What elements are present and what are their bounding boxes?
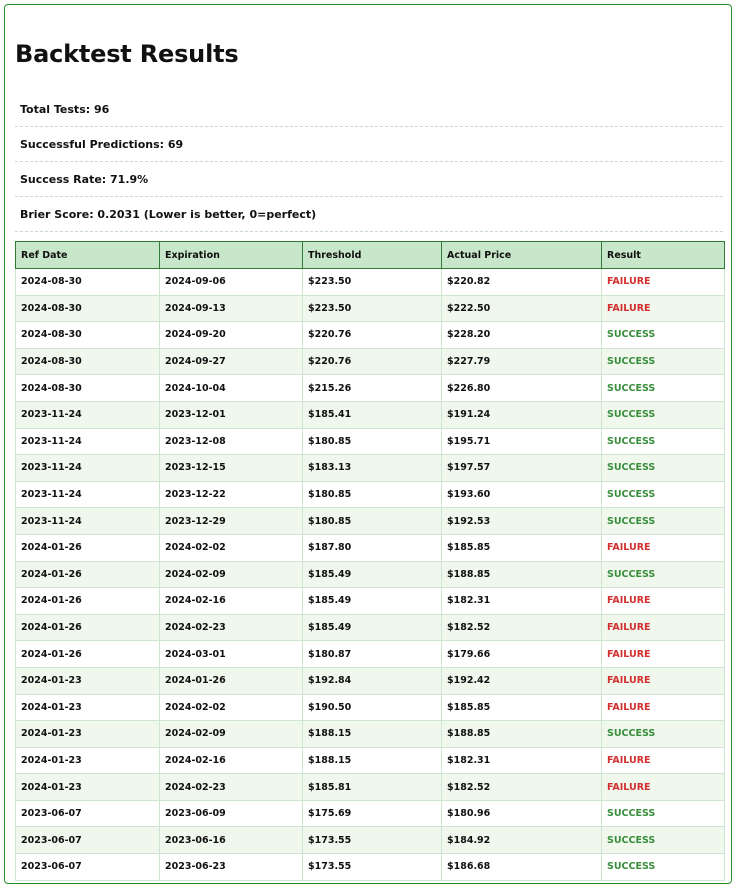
result-cell: FAILURE <box>602 774 725 801</box>
ref-date-cell: 2024-08-30 <box>16 295 160 322</box>
expiration-cell: 2024-09-13 <box>160 295 303 322</box>
expiration-cell: 2024-02-23 <box>160 774 303 801</box>
result-cell: FAILURE <box>602 641 725 668</box>
page-title: Backtest Results <box>15 40 239 68</box>
expiration-cell: 2024-02-09 <box>160 561 303 588</box>
table-header-row <box>16 242 725 269</box>
expiration-cell: 2023-12-01 <box>160 401 303 428</box>
ref-date-cell: 2024-08-30 <box>16 269 160 296</box>
ref-date-cell: 2024-08-30 <box>16 348 160 375</box>
threshold-cell: $180.85 <box>303 508 442 535</box>
threshold-cell: $173.55 <box>303 854 442 881</box>
expiration-cell: 2023-06-16 <box>160 827 303 854</box>
table-row <box>16 401 725 428</box>
result-cell: FAILURE <box>602 534 725 561</box>
threshold-cell: $223.50 <box>303 295 442 322</box>
result-cell: SUCCESS <box>602 827 725 854</box>
expiration-cell: 2024-09-27 <box>160 348 303 375</box>
result-cell: FAILURE <box>602 295 725 322</box>
threshold-cell: $180.85 <box>303 428 442 455</box>
stat-brier-score <box>15 197 723 232</box>
actual-price-cell: $192.42 <box>442 667 602 694</box>
ref-date-cell: 2024-01-23 <box>16 694 160 721</box>
actual-price-cell: $180.96 <box>442 800 602 827</box>
expiration-cell: 2023-12-22 <box>160 481 303 508</box>
actual-price-cell: $182.31 <box>442 747 602 774</box>
ref-date-cell: 2024-01-23 <box>16 667 160 694</box>
threshold-cell: $215.26 <box>303 375 442 402</box>
ref-date-cell: 2024-01-23 <box>16 721 160 748</box>
actual-price-cell: $227.79 <box>442 348 602 375</box>
table-body <box>16 269 725 881</box>
expiration-cell: 2024-10-04 <box>160 375 303 402</box>
column-header-threshold: Threshold <box>303 242 442 269</box>
table-row <box>16 455 725 482</box>
threshold-cell: $185.81 <box>303 774 442 801</box>
expiration-cell: 2024-02-16 <box>160 747 303 774</box>
ref-date-cell: 2024-01-26 <box>16 641 160 668</box>
ref-date-cell: 2023-11-24 <box>16 481 160 508</box>
result-cell: FAILURE <box>602 588 725 615</box>
ref-date-cell: 2024-08-30 <box>16 322 160 349</box>
ref-date-cell: 2024-01-23 <box>16 747 160 774</box>
results-container <box>4 4 732 884</box>
table-row <box>16 481 725 508</box>
stat-value: 71.9% <box>110 172 149 186</box>
actual-price-cell: $182.52 <box>442 614 602 641</box>
ref-date-cell: 2024-01-26 <box>16 588 160 615</box>
threshold-cell: $220.76 <box>303 348 442 375</box>
expiration-cell: 2023-06-23 <box>160 854 303 881</box>
actual-price-cell: $197.57 <box>442 455 602 482</box>
threshold-cell: $185.49 <box>303 561 442 588</box>
threshold-cell: $185.41 <box>303 401 442 428</box>
ref-date-cell: 2024-01-26 <box>16 534 160 561</box>
expiration-cell: 2024-02-02 <box>160 694 303 721</box>
actual-price-cell: $188.85 <box>442 721 602 748</box>
expiration-cell: 2024-01-26 <box>160 667 303 694</box>
result-cell: FAILURE <box>602 667 725 694</box>
result-cell: SUCCESS <box>602 401 725 428</box>
expiration-cell: 2024-02-23 <box>160 614 303 641</box>
stat-label: Total Tests : <box>20 103 94 116</box>
threshold-cell: $173.55 <box>303 827 442 854</box>
table-row <box>16 561 725 588</box>
result-cell: SUCCESS <box>602 721 725 748</box>
actual-price-cell: $192.53 <box>442 508 602 535</box>
threshold-cell: $180.85 <box>303 481 442 508</box>
threshold-cell: $220.76 <box>303 322 442 349</box>
threshold-cell: $188.15 <box>303 747 442 774</box>
stat-successful-predictions <box>15 127 723 162</box>
ref-date-cell: 2023-11-24 <box>16 455 160 482</box>
expiration-cell: 2024-02-09 <box>160 721 303 748</box>
expiration-cell: 2023-12-08 <box>160 428 303 455</box>
actual-price-cell: $185.85 <box>442 694 602 721</box>
result-cell: FAILURE <box>602 747 725 774</box>
threshold-cell: $183.13 <box>303 455 442 482</box>
ref-date-cell: 2023-06-07 <box>16 800 160 827</box>
actual-price-cell: $222.50 <box>442 295 602 322</box>
threshold-cell: $223.50 <box>303 269 442 296</box>
expiration-cell: 2023-12-15 <box>160 455 303 482</box>
stat-value: 96 <box>93 102 110 116</box>
threshold-cell: $180.87 <box>303 641 442 668</box>
table-row <box>16 694 725 721</box>
actual-price-cell: $188.85 <box>442 561 602 588</box>
threshold-cell: $175.69 <box>303 800 442 827</box>
table-row <box>16 774 725 801</box>
actual-price-cell: $179.66 <box>442 641 602 668</box>
actual-price-cell: $228.20 <box>442 322 602 349</box>
stat-value: 69 <box>167 137 184 151</box>
table-row <box>16 428 725 455</box>
result-cell: SUCCESS <box>602 854 725 881</box>
stats-list <box>15 92 723 232</box>
actual-price-cell: $220.82 <box>442 269 602 296</box>
actual-price-cell: $226.80 <box>442 375 602 402</box>
result-cell: FAILURE <box>602 614 725 641</box>
actual-price-cell: $193.60 <box>442 481 602 508</box>
ref-date-cell: 2023-06-07 <box>16 827 160 854</box>
actual-price-cell: $191.24 <box>442 401 602 428</box>
table-row <box>16 667 725 694</box>
column-header-expiration: Expiration <box>160 242 303 269</box>
table-row <box>16 588 725 615</box>
result-cell: FAILURE <box>602 269 725 296</box>
stat-label: Successful Predictions : <box>20 138 168 151</box>
result-cell: SUCCESS <box>602 428 725 455</box>
column-header-result: Result <box>602 242 725 269</box>
table-row <box>16 322 725 349</box>
table-row <box>16 641 725 668</box>
stat-value: 0.2031 (Lower is better, 0=perfect) <box>97 207 317 221</box>
actual-price-cell: $186.68 <box>442 854 602 881</box>
table-row <box>16 269 725 296</box>
column-header-ref-date: Ref Date <box>16 242 160 269</box>
expiration-cell: 2023-12-29 <box>160 508 303 535</box>
table-row <box>16 508 725 535</box>
table-row <box>16 721 725 748</box>
expiration-cell: 2024-09-06 <box>160 269 303 296</box>
result-cell: SUCCESS <box>602 800 725 827</box>
threshold-cell: $185.49 <box>303 588 442 615</box>
result-cell: SUCCESS <box>602 455 725 482</box>
table-row <box>16 295 725 322</box>
result-cell: SUCCESS <box>602 322 725 349</box>
expiration-cell: 2023-06-09 <box>160 800 303 827</box>
result-cell: SUCCESS <box>602 561 725 588</box>
result-cell: SUCCESS <box>602 481 725 508</box>
threshold-cell: $188.15 <box>303 721 442 748</box>
table-row <box>16 614 725 641</box>
ref-date-cell: 2023-06-07 <box>16 854 160 881</box>
table-row <box>16 348 725 375</box>
ref-date-cell: 2024-01-26 <box>16 561 160 588</box>
ref-date-cell: 2024-01-26 <box>16 614 160 641</box>
stat-label: Brier Score : <box>20 208 97 221</box>
ref-date-cell: 2023-11-24 <box>16 428 160 455</box>
actual-price-cell: $182.52 <box>442 774 602 801</box>
ref-date-cell: 2023-11-24 <box>16 508 160 535</box>
table-row <box>16 827 725 854</box>
expiration-cell: 2024-02-16 <box>160 588 303 615</box>
result-cell: SUCCESS <box>602 375 725 402</box>
results-table <box>15 241 725 881</box>
table-row <box>16 534 725 561</box>
threshold-cell: $185.49 <box>303 614 442 641</box>
column-header-actual-price: Actual Price <box>442 242 602 269</box>
table-row <box>16 747 725 774</box>
table-row <box>16 800 725 827</box>
expiration-cell: 2024-03-01 <box>160 641 303 668</box>
result-cell: SUCCESS <box>602 348 725 375</box>
stat-total-tests <box>15 92 723 127</box>
expiration-cell: 2024-02-02 <box>160 534 303 561</box>
result-cell: SUCCESS <box>602 508 725 535</box>
stat-success-rate <box>15 162 723 197</box>
threshold-cell: $192.84 <box>303 667 442 694</box>
ref-date-cell: 2024-01-23 <box>16 774 160 801</box>
ref-date-cell: 2023-11-24 <box>16 401 160 428</box>
result-cell: FAILURE <box>602 694 725 721</box>
actual-price-cell: $185.85 <box>442 534 602 561</box>
actual-price-cell: $182.31 <box>442 588 602 615</box>
actual-price-cell: $195.71 <box>442 428 602 455</box>
expiration-cell: 2024-09-20 <box>160 322 303 349</box>
ref-date-cell: 2024-08-30 <box>16 375 160 402</box>
table-row <box>16 375 725 402</box>
threshold-cell: $190.50 <box>303 694 442 721</box>
actual-price-cell: $184.92 <box>442 827 602 854</box>
stat-label: Success Rate : <box>20 173 110 186</box>
threshold-cell: $187.80 <box>303 534 442 561</box>
